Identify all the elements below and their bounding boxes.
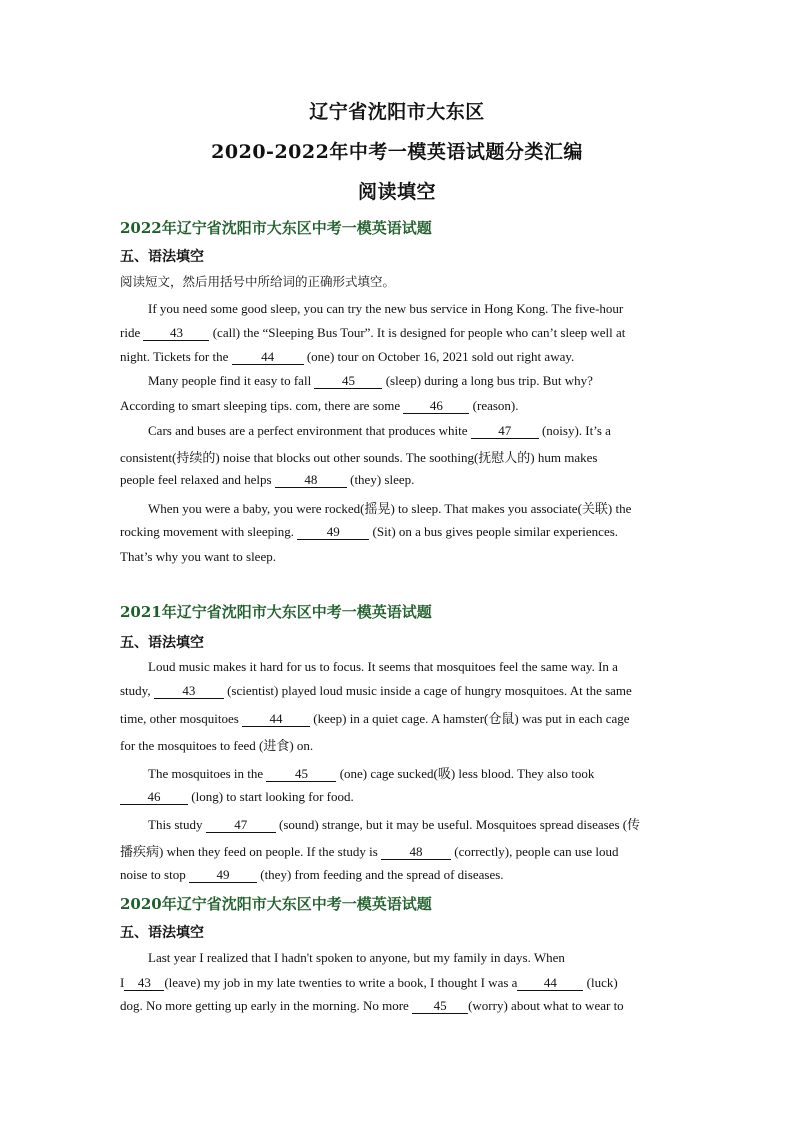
text-line xyxy=(120,998,624,1014)
doc-title-line-2: 2020-2022年中考一模英语试题分类汇编 xyxy=(211,141,583,163)
text-run: (one) cage sucked(吸) less blood. They also took xyxy=(336,766,595,781)
blank-44[interactable]: 44 xyxy=(517,976,583,991)
blank-49[interactable]: 49 xyxy=(297,525,369,540)
text-run: (Sit) on a bus gives people similar experiences. xyxy=(369,524,619,539)
blank-46[interactable]: 46 xyxy=(120,790,188,805)
section-2021-heading: 2021年辽宁省沈阳市大东区中考一模英语试题 xyxy=(120,603,432,621)
blank-47[interactable]: 47 xyxy=(471,424,539,439)
doc-title-line-1: 辽宁省沈阳市大东区 xyxy=(309,101,485,123)
text-run: I xyxy=(120,975,125,990)
blank-43[interactable]: 43 xyxy=(124,976,164,991)
blank-48[interactable]: 48 xyxy=(275,473,347,488)
section-2020-subheading: 五、语法填空 xyxy=(120,925,204,941)
text-line xyxy=(148,373,593,389)
text-run: (sleep) during a long bus trip. But why? xyxy=(382,373,593,388)
text-line: Loud music makes it hard for us to focus. It seems that mosquitoes feel the same way. In a xyxy=(148,659,618,674)
blank-46[interactable]: 46 xyxy=(403,399,469,414)
text-run: study, xyxy=(120,683,154,698)
text-run: noise to stop xyxy=(120,867,189,882)
blank-45[interactable]: 45 xyxy=(314,374,382,389)
text-run: time, other mosquitoes xyxy=(120,711,243,726)
text-run: (they) from feeding and the spread of diseases. xyxy=(256,867,504,882)
text-line xyxy=(120,524,618,540)
text-run: (correctly), people can use loud xyxy=(451,844,619,859)
text-line xyxy=(120,789,354,805)
text-run: night. Tickets for the xyxy=(120,349,232,364)
blank-49[interactable]: 49 xyxy=(189,868,257,883)
text-run: (worry) about what to wear to xyxy=(468,998,624,1013)
blank-44[interactable]: 44 xyxy=(242,712,310,727)
text-run: rocking movement with sleeping. xyxy=(120,524,298,539)
text-line xyxy=(120,683,632,699)
text-run: (one) tour on October 16, 2021 sold out right away. xyxy=(303,349,575,364)
text-line: for the mosquitoes to feed (进食) on. xyxy=(120,738,314,753)
blank-45[interactable]: 45 xyxy=(412,999,468,1014)
text-line xyxy=(120,325,625,341)
text-line xyxy=(148,423,611,439)
text-line: When you were a baby, you were rocked(摇晃) to sleep. That makes you associate(关联) the xyxy=(148,501,632,516)
blank-48[interactable]: 48 xyxy=(381,845,451,860)
text-line xyxy=(148,814,640,833)
text-run: According to smart sleeping tips. com, there are some xyxy=(120,398,404,413)
section-2022-heading: 2022年辽宁省沈阳市大东区中考一模英语试题 xyxy=(120,219,432,237)
section-2022-instruction: 阅读短文，然后用括号中所给词的正确形式填空。 xyxy=(120,274,396,289)
text-run: The mosquitoes in the xyxy=(148,766,267,781)
text-run: (luck) xyxy=(583,975,618,990)
section-2022-subheading: 五、语法填空 xyxy=(120,249,204,265)
blank-47[interactable]: 47 xyxy=(206,818,276,833)
text-line xyxy=(120,398,519,414)
text-line xyxy=(120,472,414,488)
text-line: That’s why you want to sleep. xyxy=(120,549,276,564)
text-run: (keep) in a quiet cage. A hamster(仓鼠) was put in each cage xyxy=(310,711,630,726)
blank-44[interactable]: 44 xyxy=(232,350,304,365)
blank-45[interactable]: 45 xyxy=(266,767,336,782)
text-run: (they) sleep. xyxy=(346,472,415,487)
text-run: (sound) strange, but it may be useful. Mosquitoes spread diseases (传 xyxy=(275,817,641,832)
text-line: Last year I realized that I hadn't spoken to anyone, but my family in days. When xyxy=(148,950,565,965)
text-run: This study xyxy=(148,817,206,832)
blank-43[interactable]: 43 xyxy=(143,326,209,341)
text-run: (noisy). It’s a xyxy=(538,423,611,438)
text-line: If you need some good sleep, you can try the new bus service in Hong Kong. The five-hour xyxy=(148,301,624,316)
section-2021-subheading: 五、语法填空 xyxy=(120,635,204,651)
blank-43[interactable]: 43 xyxy=(154,684,224,699)
text-run: Cars and buses are a perfect environment that produces white xyxy=(148,423,471,438)
text-line xyxy=(120,349,574,365)
text-line xyxy=(120,841,619,860)
text-line: consistent(持续的) noise that blocks out other sounds. The soothing(抚慰人的) hum makes xyxy=(120,450,598,465)
text-line xyxy=(120,975,618,991)
text-line xyxy=(120,708,630,727)
section-2020-heading: 2020年辽宁省沈阳市大东区中考一模英语试题 xyxy=(120,895,432,913)
text-line xyxy=(148,763,594,782)
text-run: (leave) my job in my late twenties to write a book, I thought I was a xyxy=(164,975,518,990)
text-run: Many people find it easy to fall xyxy=(148,373,315,388)
text-run: dog. No more getting up early in the morning. No more xyxy=(120,998,413,1013)
text-run: (reason). xyxy=(469,398,519,413)
text-run: ride xyxy=(120,325,144,340)
text-run: 播疾病) when they feed on people. If the study is xyxy=(120,844,382,859)
text-line xyxy=(120,867,504,883)
text-run: people feel relaxed and helps xyxy=(120,472,275,487)
text-run: (long) to start looking for food. xyxy=(188,789,354,804)
text-run: (call) the “Sleeping Bus Tour”. It is designed for people who can’t sleep well at xyxy=(209,325,626,340)
text-run: (scientist) played loud music inside a cage of hungry mosquitoes. At the same xyxy=(223,683,632,698)
doc-title-line-3: 阅读填空 xyxy=(357,181,436,203)
